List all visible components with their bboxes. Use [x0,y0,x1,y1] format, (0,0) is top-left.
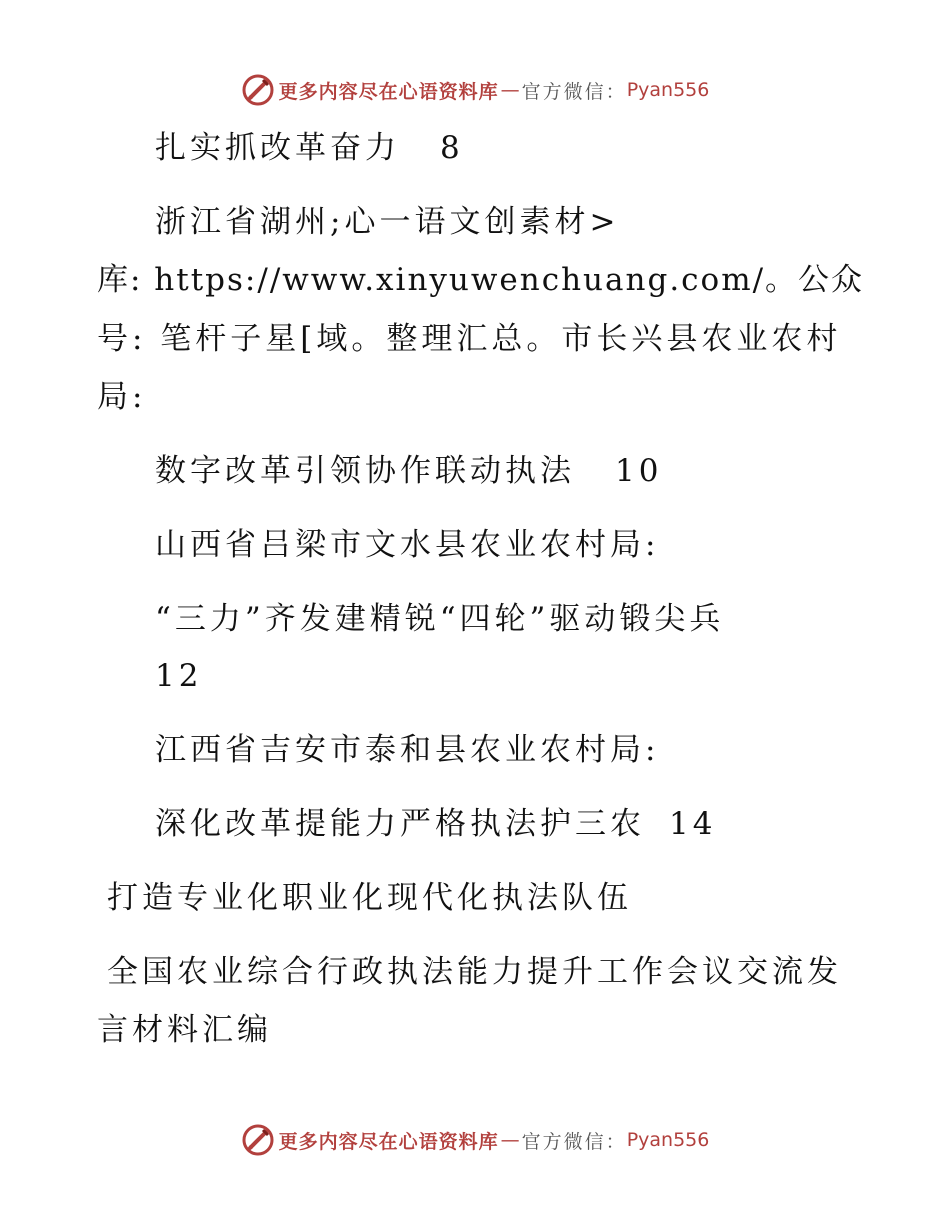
toc-line [155,804,716,844]
toc-line [155,128,464,168]
pen-logo-icon [241,1123,275,1157]
text-line: 号: 笔杆子星[域。整理汇总。市长兴县农业农村 [97,321,842,357]
document-title-continued: 言材料汇编 [97,1012,272,1048]
banner-separator: — [500,1129,520,1151]
toc-page-number: 12 [155,658,203,694]
text-line: 浙江省湖州;心一语文创素材> [155,204,620,240]
banner-wechat-label: 官方微信： [521,80,627,103]
toc-page-number: 14 [669,806,717,842]
footer-banner [0,1120,950,1160]
document-title: 全国农业综合行政执法能力提升工作会议交流发 [107,954,842,990]
text-line: 库: https://www.xinyuwenchuang.com/。公众 [97,262,865,298]
text-line: 山西省吕梁市文水县农业农村局: [155,527,660,563]
text-line: 江西省吉安市泰和县农业农村局: [155,732,660,768]
text-line: 局: [97,379,147,415]
toc-page-number: 8 [440,130,464,166]
banner-title: 更多内容尽在心语资料库 [278,80,499,103]
banner-wechat-label: 官方微信： [521,1130,627,1153]
banner-separator: — [500,79,520,101]
banner-title: 更多内容尽在心语资料库 [278,1130,499,1153]
toc-entry-title: 深化改革提能力严格执法护三农 [155,806,645,842]
banner-wechat-id: Pyan556 [626,79,710,101]
toc-page-number: 10 [615,453,663,489]
toc-entry-title: “三力”齐发建精锐“四轮”驱动锻尖兵 [155,601,725,637]
section-heading: 打造专业化职业化现代化执法队伍 [107,880,632,916]
banner-wechat-id: Pyan556 [626,1129,710,1151]
toc-entry-title: 扎实抓改革奋力 [155,130,400,166]
toc-line [155,451,662,491]
toc-entry-title: 数字改革引领协作联动执法 [155,453,575,489]
